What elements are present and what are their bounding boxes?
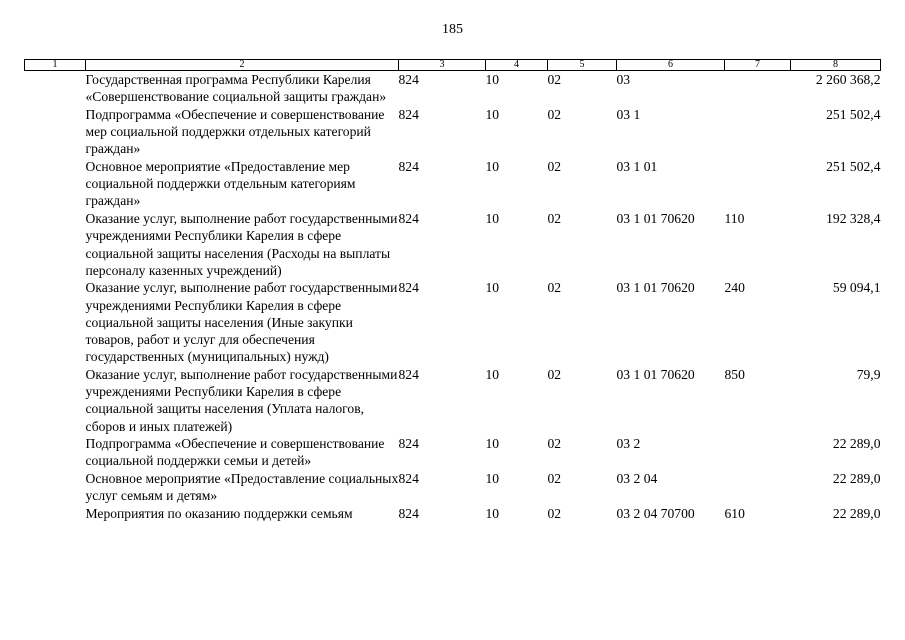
target-article-code: 03 1 bbox=[616, 106, 641, 122]
target-article-code: 03 bbox=[616, 72, 631, 87]
target-article-code: 03 1 01 70620 bbox=[616, 280, 695, 296]
target-article-code: 03 2 bbox=[616, 436, 641, 452]
row-number-cell bbox=[25, 210, 86, 279]
subsection-code: 02 bbox=[547, 159, 562, 175]
table-row bbox=[25, 279, 881, 366]
column-header-2: 2 bbox=[86, 60, 399, 71]
section-code: 10 bbox=[485, 366, 500, 382]
item-name: Государственная программа Республики Карелия «Совершенствование социальной защиты граждан» bbox=[85, 72, 387, 105]
ministry-code: 824 bbox=[398, 471, 419, 487]
column-number-row bbox=[25, 60, 881, 71]
expense-type-code: 850 bbox=[724, 366, 745, 382]
amount: 59 094,1 bbox=[832, 280, 881, 296]
row-number-cell bbox=[25, 279, 86, 366]
row-number-cell bbox=[25, 435, 86, 470]
amount: 79,9 bbox=[856, 366, 881, 382]
ministry-code: 824 bbox=[398, 280, 419, 296]
table-row bbox=[25, 470, 881, 505]
amount: 22 289,0 bbox=[832, 436, 881, 452]
expense-type-code bbox=[725, 106, 791, 158]
subsection-code: 02 bbox=[547, 280, 562, 296]
subsection-code: 02 bbox=[547, 471, 562, 487]
page-number: 185 bbox=[442, 22, 463, 37]
row-number-cell bbox=[25, 106, 86, 158]
subsection-code: 02 bbox=[547, 506, 562, 522]
item-name: Основное мероприятие «Предоставление социальных услуг семьям и детям» bbox=[85, 471, 399, 504]
ministry-code: 824 bbox=[398, 506, 419, 522]
item-name: Мероприятия по оказанию поддержки семьям bbox=[85, 506, 353, 522]
row-number-cell bbox=[25, 71, 86, 106]
ministry-code: 824 bbox=[398, 106, 419, 122]
ministry-code: 824 bbox=[398, 72, 419, 87]
ministry-code: 824 bbox=[398, 159, 419, 175]
section-code: 10 bbox=[485, 506, 500, 522]
subsection-code: 02 bbox=[547, 366, 562, 382]
amount: 192 328,4 bbox=[826, 211, 881, 227]
section-code: 10 bbox=[485, 280, 500, 296]
amount: 251 502,4 bbox=[826, 106, 881, 122]
table-row bbox=[25, 505, 881, 523]
column-header-5: 5 bbox=[548, 60, 617, 71]
amount: 2 260 368,2 bbox=[815, 72, 881, 87]
item-name: Оказание услуг, выполнение работ государственными учреждениями Республики Карелия в сфере социальной защиты населения (Расходы на выплаты персоналу казенных учреждений) bbox=[85, 211, 398, 278]
expense-type-code: 610 bbox=[724, 506, 745, 522]
item-name: Подпрограмма «Обеспечение и совершенствование мер социальной поддержки отдельных категорий граждан» bbox=[85, 106, 385, 157]
expense-type-code: 110 bbox=[724, 211, 745, 227]
amount: 22 289,0 bbox=[832, 471, 881, 487]
amount: 22 289,0 bbox=[832, 506, 881, 522]
amount: 251 502,4 bbox=[826, 159, 881, 175]
column-header-6: 6 bbox=[617, 60, 725, 71]
budget-table bbox=[24, 59, 881, 523]
target-article-code: 03 1 01 bbox=[616, 159, 658, 175]
row-number-cell bbox=[25, 158, 86, 210]
table-row bbox=[25, 106, 881, 158]
expense-type-code: 240 bbox=[724, 280, 745, 296]
subsection-code: 02 bbox=[547, 72, 562, 87]
target-article-code: 03 2 04 70700 bbox=[616, 506, 695, 522]
section-code: 10 bbox=[485, 106, 500, 122]
table-row bbox=[25, 210, 881, 279]
row-number-cell bbox=[25, 505, 86, 523]
ministry-code: 824 bbox=[398, 366, 419, 382]
expense-type-code bbox=[725, 435, 791, 470]
item-name: Подпрограмма «Обеспечение и совершенствование социальной поддержки семьи и детей» bbox=[85, 436, 385, 469]
table-row bbox=[25, 435, 881, 470]
expense-type-code bbox=[725, 470, 791, 505]
subsection-code: 02 bbox=[547, 436, 562, 452]
section-code: 10 bbox=[485, 72, 500, 87]
table-row bbox=[25, 71, 881, 106]
column-header-3: 3 bbox=[399, 60, 486, 71]
target-article-code: 03 1 01 70620 bbox=[616, 366, 695, 382]
column-header-7: 7 bbox=[725, 60, 791, 71]
column-header-8: 8 bbox=[791, 60, 881, 71]
ministry-code: 824 bbox=[398, 211, 419, 227]
section-code: 10 bbox=[485, 211, 500, 227]
expense-type-code bbox=[725, 71, 791, 106]
row-number-cell bbox=[25, 366, 86, 435]
column-header-4: 4 bbox=[486, 60, 548, 71]
table-row bbox=[25, 366, 881, 435]
row-number-cell bbox=[25, 470, 86, 505]
item-name: Оказание услуг, выполнение работ государственными учреждениями Республики Карелия в сфере социальной защиты населения (Иные закупки товаров, работ и услуг для обеспечения государственных (муниципальных) нужд) bbox=[85, 280, 398, 365]
target-article-code: 03 1 01 70620 bbox=[616, 211, 695, 227]
expense-type-code bbox=[725, 158, 791, 210]
subsection-code: 02 bbox=[547, 106, 562, 122]
item-name: Оказание услуг, выполнение работ государственными учреждениями Республики Карелия в сфере социальной защиты населения (Уплата налогов, сборов и иных платежей) bbox=[85, 366, 398, 434]
ministry-code: 824 bbox=[398, 436, 419, 452]
section-code: 10 bbox=[485, 471, 500, 487]
section-code: 10 bbox=[485, 436, 500, 452]
column-header-1: 1 bbox=[25, 60, 86, 71]
table-row bbox=[25, 158, 881, 210]
target-article-code: 03 2 04 bbox=[616, 471, 658, 487]
item-name: Основное мероприятие «Предоставление мер социальной поддержки отдельным категориям граждан» bbox=[85, 159, 356, 209]
section-code: 10 bbox=[485, 159, 500, 175]
subsection-code: 02 bbox=[547, 211, 562, 227]
